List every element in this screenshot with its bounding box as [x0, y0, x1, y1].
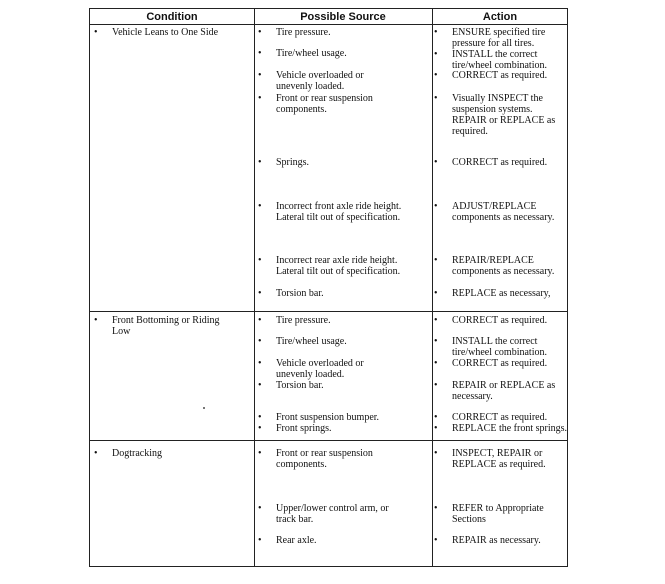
action-item: • REPAIR/REPLACE components as necessary. — [434, 255, 555, 277]
source-item: • Tire/wheel usage. — [258, 48, 347, 59]
source-item: • Front or rear suspension components. — [258, 448, 373, 470]
action-item: • Visually INSPECT the suspension systems. REPAIR or REPLACE as required. — [434, 93, 556, 137]
row-divider — [90, 440, 567, 441]
action-item: • REPLACE as necessary, — [434, 288, 551, 299]
action-item: • REPAIR as necessary. — [434, 535, 541, 546]
source-item: • Rear axle. — [258, 535, 317, 546]
source-item: • Front springs. — [258, 423, 332, 434]
action-item: • REPAIR or REPLACE as necessary. — [434, 380, 556, 402]
action-item: • INSTALL the correct tire/wheel combination. — [434, 336, 547, 358]
action-item: • CORRECT as required. — [434, 70, 548, 81]
source-item: • Incorrect rear axle ride height. Lateral tilt out of specification. — [258, 255, 401, 277]
action-item: • CORRECT as required. — [434, 358, 548, 369]
column-divider — [432, 9, 433, 566]
source-item: • Torsion bar. — [258, 380, 324, 391]
source-item: • Incorrect front axle ride height. Lateral tilt out of specification. — [258, 201, 402, 223]
condition-cell: • Vehicle Leans to One Side — [94, 27, 219, 38]
header-possible-source: Possible Source — [254, 9, 432, 25]
action-item: • REPLACE the front springs. — [434, 423, 567, 434]
scan-speck — [203, 407, 205, 409]
condition-cell: • Front Bottoming or Riding Low — [94, 315, 220, 337]
source-item: • Front or rear suspension components. — [258, 93, 373, 115]
action-item: • CORRECT as required. — [434, 157, 548, 168]
row-divider — [90, 311, 567, 312]
action-item: • REFER to Appropriate Sections — [434, 503, 544, 525]
action-item: • CORRECT as required. — [434, 412, 548, 423]
action-item: • CORRECT as required. — [434, 315, 548, 326]
header-condition: Condition — [90, 9, 254, 25]
source-item: • Upper/lower control arm, or track bar. — [258, 503, 389, 525]
diagnosis-table — [89, 8, 568, 567]
source-item: • Tire pressure. — [258, 315, 331, 326]
action-item: • ADJUST/REPLACE components as necessary. — [434, 201, 555, 223]
condition-cell: • Dogtracking — [94, 448, 162, 459]
source-item: • Front suspension bumper. — [258, 412, 380, 423]
action-item: • ENSURE specified tire pressure for all tires. — [434, 27, 546, 49]
source-item: • Springs. — [258, 157, 310, 168]
column-divider — [254, 9, 255, 566]
source-item: • Tire pressure. — [258, 27, 331, 38]
header-action: Action — [432, 9, 568, 25]
source-item: • Vehicle overloaded or unevenly loaded. — [258, 358, 364, 380]
source-item: • Torsion bar. — [258, 288, 324, 299]
source-item: • Vehicle overloaded or unevenly loaded. — [258, 70, 364, 92]
action-item: • INSPECT, REPAIR or REPLACE as required. — [434, 448, 546, 470]
action-item: • INSTALL the correct tire/wheel combination. — [434, 49, 547, 71]
source-item: • Tire/wheel usage. — [258, 336, 347, 347]
